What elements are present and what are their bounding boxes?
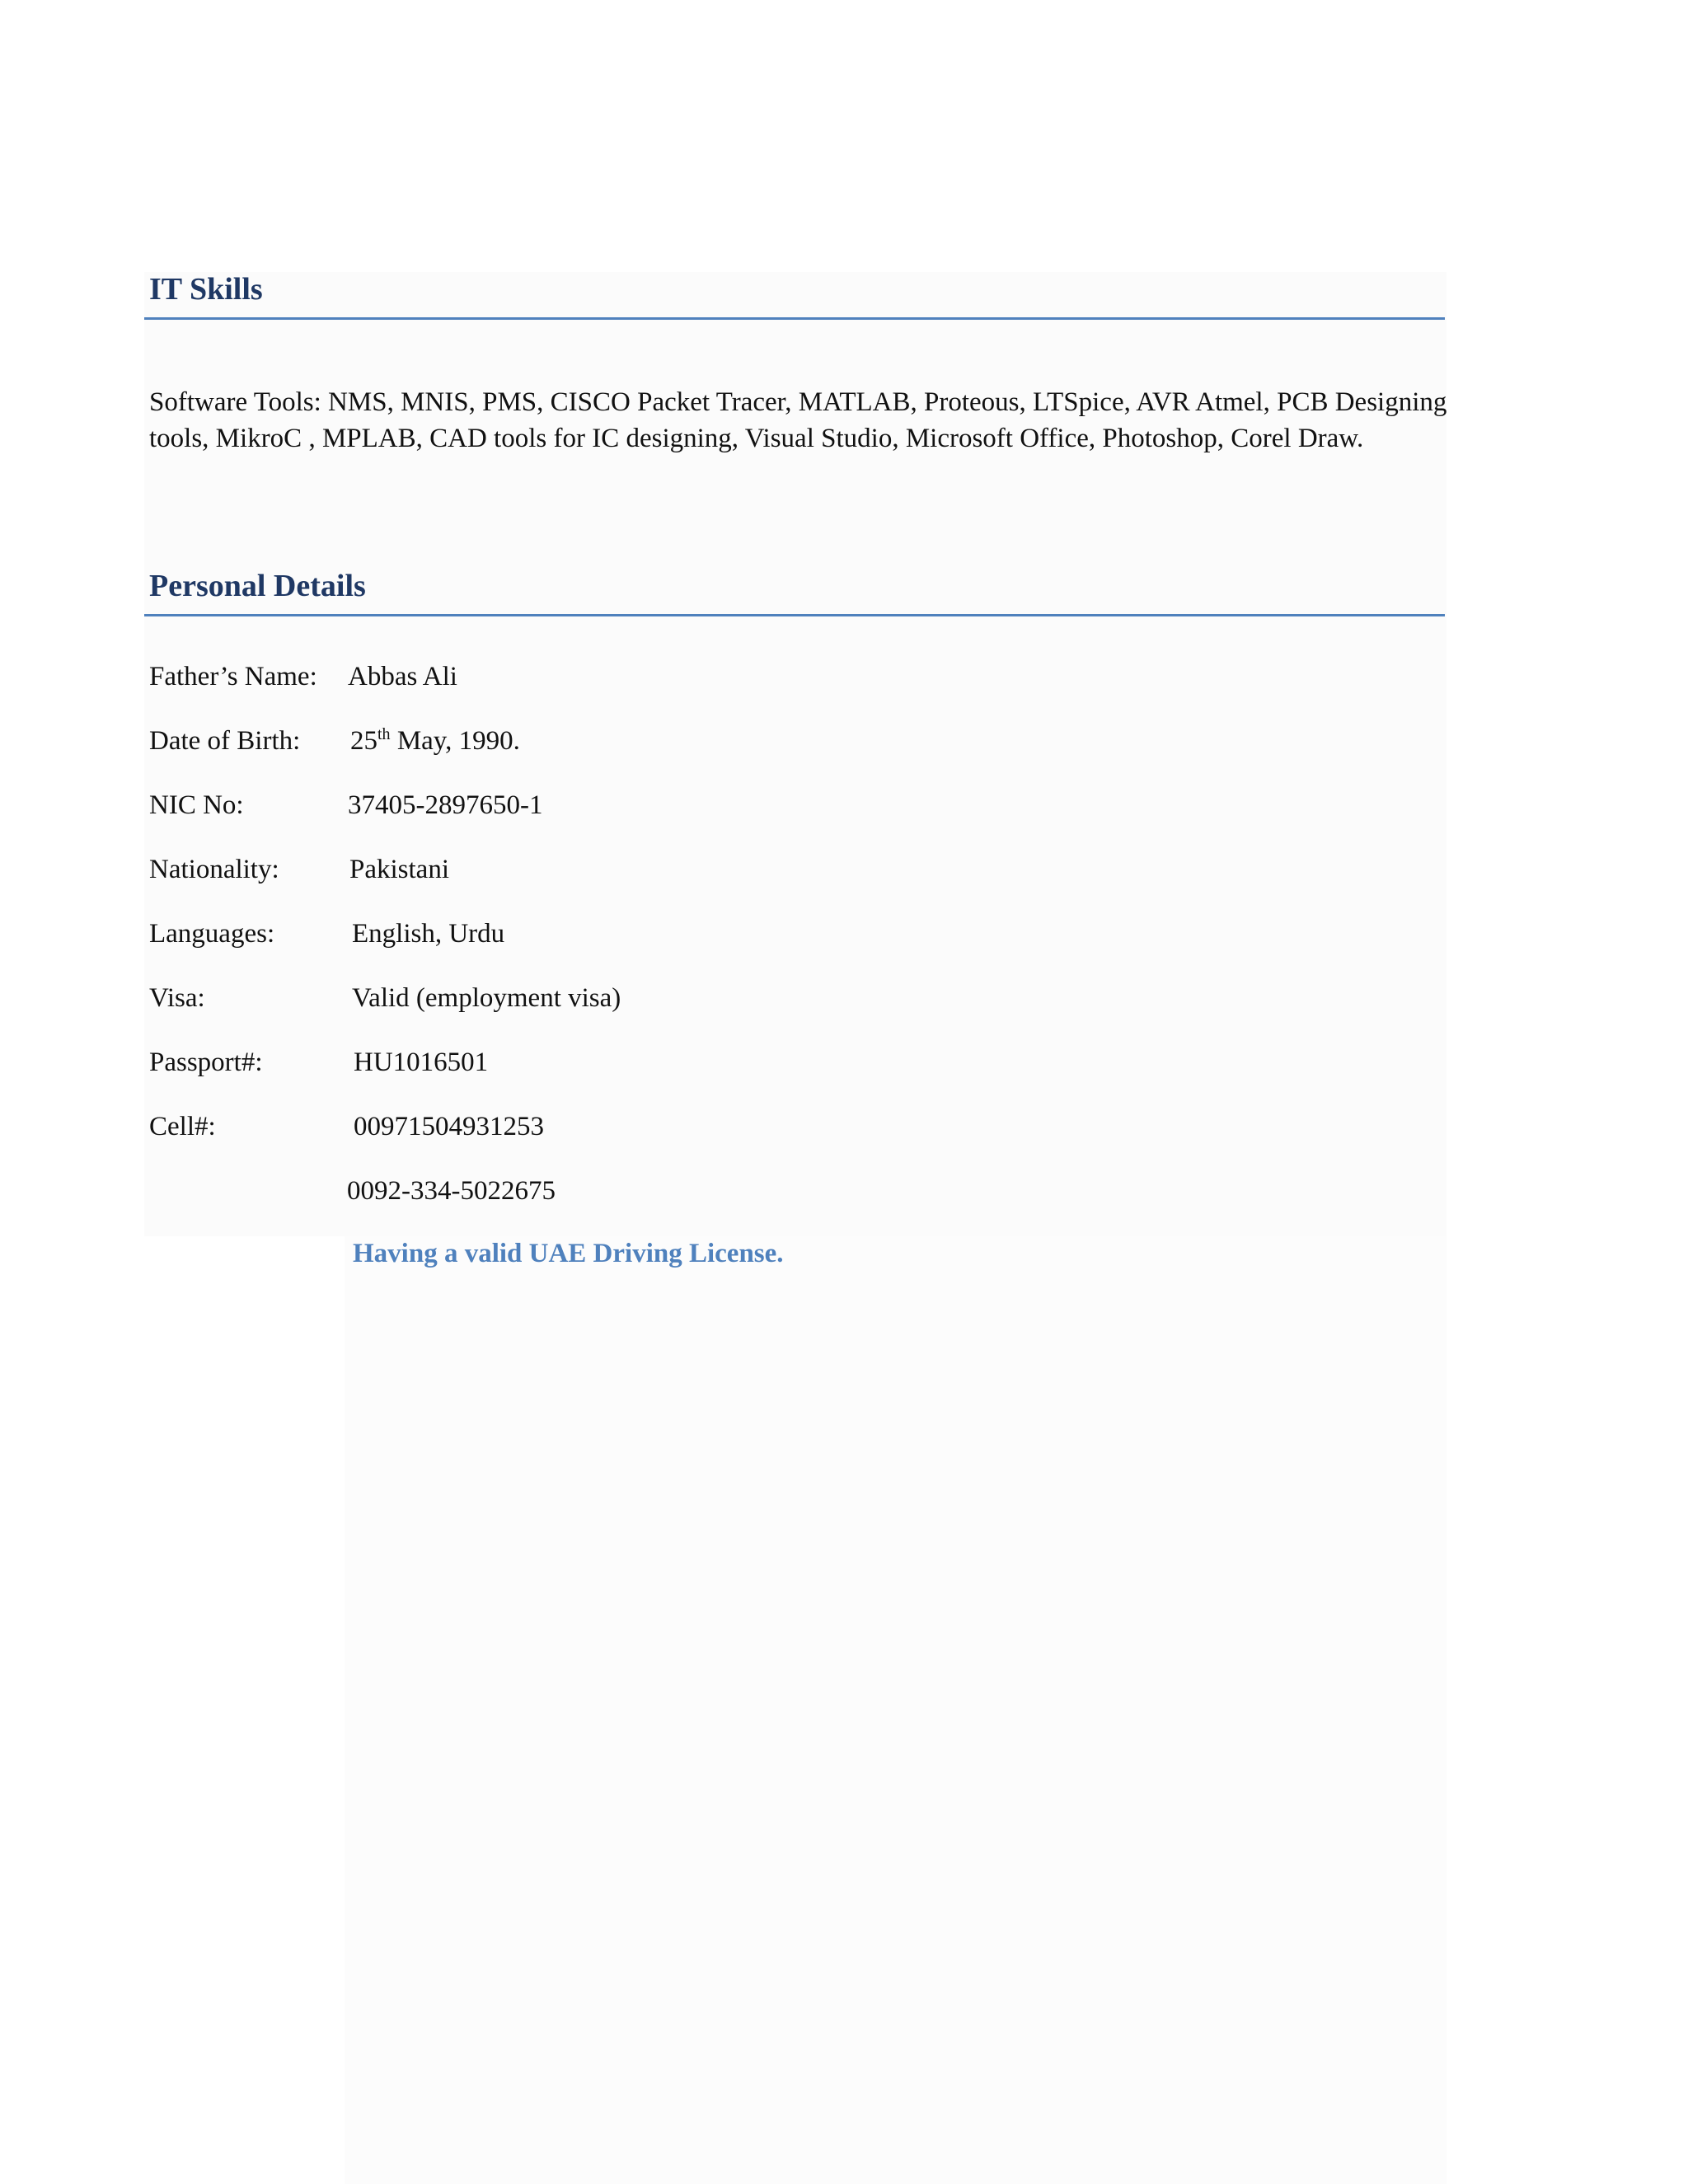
driving-license-note: Having a valid UAE Driving License. [353,1239,784,1268]
it-skills-divider [144,317,1445,320]
date-of-birth-ordinal: th [377,725,391,743]
personal-details-heading: Personal Details [149,569,366,603]
cell-label: Cell#: [149,1112,216,1141]
nationality-label: Nationality: [149,855,279,884]
date-of-birth-label: Date of Birth: [149,726,301,756]
cell-value-secondary: 0092-334-5022675 [347,1176,556,1206]
languages-value: English, Urdu [352,919,505,949]
it-skills-heading: IT Skills [149,272,263,307]
passport-value: HU1016501 [354,1047,489,1077]
passport-label: Passport#: [149,1047,263,1077]
fathers-name-value: Abbas Ali [348,662,457,691]
languages-label: Languages: [149,919,275,949]
nic-no-value: 37405-2897650-1 [348,790,543,820]
date-of-birth-value [350,725,520,756]
personal-details-divider [144,614,1445,616]
nationality-value: Pakistani [349,855,449,884]
visa-label: Visa: [149,983,205,1013]
software-tools-paragraph: Software Tools: NMS, MNIS, PMS, CISCO Packet Tracer, MATLAB, Proteous, LTSpice, AVR Atmel, PCB Designing tools, MikroC , MPLAB, CAD tools for IC designing, Visual Studio, Microsoft Office, Photoshop, Corel Draw. [149,387,1447,453]
date-of-birth-day: 25 [350,726,377,756]
visa-value: Valid (employment visa) [352,983,621,1013]
cell-value-primary: 00971504931253 [354,1112,544,1141]
fathers-name-label: Father’s Name: [149,662,317,691]
date-of-birth-month-year: May, 1990. [390,726,520,756]
background-panel-lower [345,1236,1447,2184]
nic-no-label: NIC No: [149,790,244,820]
